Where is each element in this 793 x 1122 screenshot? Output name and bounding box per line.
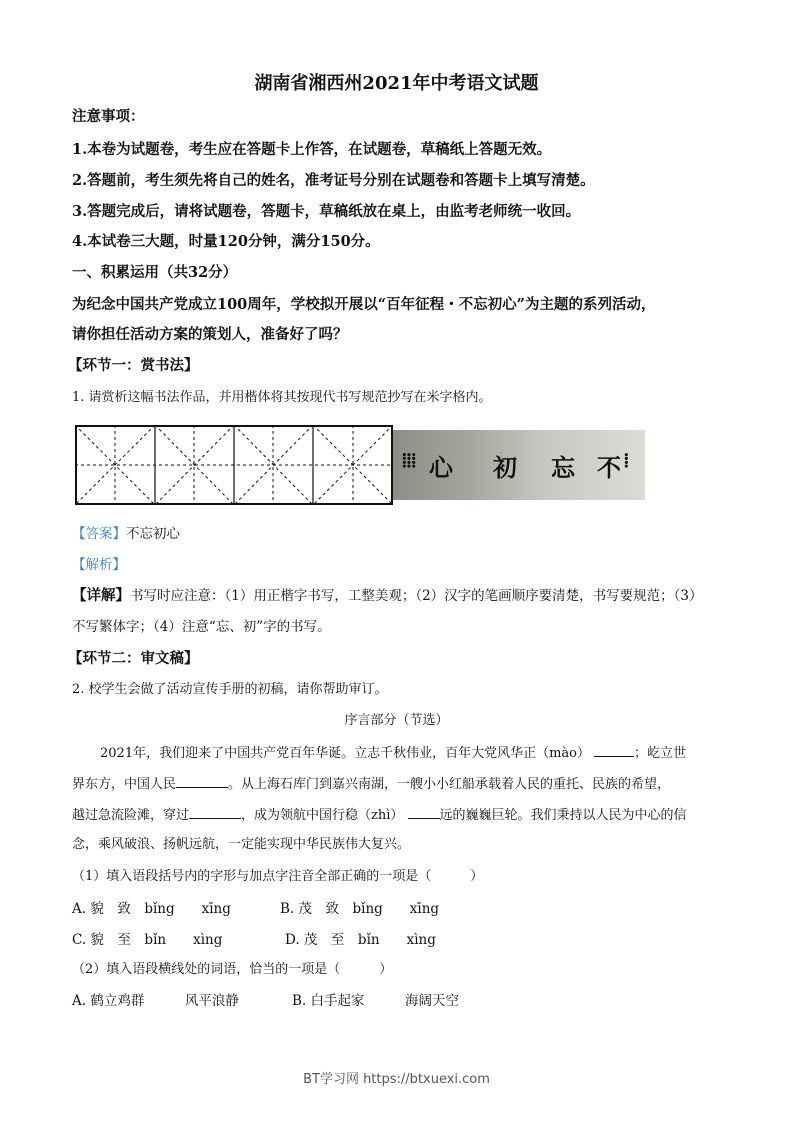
analysis-label: 【解析】 (72, 557, 126, 573)
passage-text: ，成为领航中国行稳（zhì） (241, 808, 404, 823)
notice-item: 3.答题完成后，请将试题卷，答题卡，草稿纸放在桌上，由监考老师统一收回。 (72, 203, 581, 220)
option-d: D. 茂 至 bǐn xìng (285, 932, 436, 948)
answer-text: 不忘初心 (126, 526, 180, 542)
blank (594, 742, 634, 757)
option-a: A. 貌 致 bǐng xīng (72, 901, 231, 917)
option-b: B. 白手起家 海阔天空 (292, 993, 460, 1009)
page-title: 湖南省湘西州2021年中考语文试题 (254, 73, 539, 94)
blank (189, 804, 241, 819)
callig-char: 初 (493, 453, 517, 482)
question-1: 1. 请赏析这幅书法作品，并用楷体将其按现代书写规范抄写在米字格内。 (72, 390, 492, 405)
passage-text: 念，乘风破浪、扬帆远航，一定能实现中华民族伟大复兴。 (72, 837, 411, 852)
callig-char: 不 (597, 453, 621, 482)
sub-question-1: （1）填入语段括号内的字形与加点字注音全部正确的一项是（ ） (72, 869, 484, 884)
blank (176, 773, 228, 788)
option-c: C. 貌 至 bǐn xìng (72, 932, 223, 948)
passage-text: ；屹立世 (634, 746, 687, 761)
sub-question-2: （2）填入语段横线处的词语，恰当的一项是（ ） (72, 962, 393, 977)
section-heading: 一、积累运用（共32分） (72, 264, 238, 281)
passage-text: 越过急流险滩，穿过 (72, 808, 190, 823)
detail-label: 【详解】 (72, 587, 130, 604)
passage-text: 。从上海石库门到嘉兴南湖，一艘小小红船承载着人民的重托、民族的希望， (228, 777, 671, 792)
option-b: B. 茂 致 bǐng xīng (280, 901, 440, 917)
passage-title: 序言部分（节选） (344, 713, 449, 728)
blank (408, 804, 440, 819)
detail-text: 书写时应注意：（1）用正楷字书写，工整美观；（2）汉字的笔画顺序要清楚，书写要规范；（3） (130, 588, 703, 604)
callig-char: 心 (429, 453, 453, 482)
mizi-grid (75, 425, 393, 505)
callig-char: 忘 (551, 453, 575, 482)
part1-heading: 【环节一：赏书法】 (68, 357, 199, 374)
passage-text: 2021年，我们迎来了中国共产党百年华诞。立志千秋伟业，百年大党风华正（mào） (100, 746, 590, 761)
notice-item: 2.答题前，考生须先将自己的姓名，准考证号分别在试题卷和答题卡上填写清楚。 (72, 172, 595, 189)
calligraphy-image: ⁞⁞⁞ 心 初 忘 不 ⁞ (393, 430, 645, 500)
question-2: 2. 校学生会做了活动宣传手册的初稿，请你帮助审订。 (72, 682, 388, 697)
detail-text: 不写繁体字；（4）注意“忘、初”字的书写。 (72, 619, 331, 635)
section-intro: 请你担任活动方案的策划人，准备好了吗？ (72, 326, 348, 343)
section-intro: 为纪念中国共产党成立100周年，学校拟开展以“百年征程・不忘初心”为主题的系列活动， (72, 296, 656, 313)
notice-item: 1.本卷为试题卷，考生应在答题卡上作答，在试题卷，草稿纸上答题无效。 (72, 141, 552, 158)
footer-watermark: BT学习网 https://btxuexi.com (303, 1072, 490, 1087)
answer-label: 【答案】 (72, 526, 126, 542)
notice-item: 4.本试卷三大题，时量120分钟，满分150分。 (72, 233, 380, 250)
option-a: A. 鹤立鸡群 风平浪静 (72, 993, 239, 1009)
notice-heading: 注意事项： (72, 108, 145, 125)
part2-heading: 【环节二：审文稿】 (68, 650, 199, 667)
passage-text: 远的巍巍巨轮。我们秉持以人民为中心的信 (439, 808, 687, 823)
passage-text: 界东方，中国人民 (72, 777, 177, 792)
